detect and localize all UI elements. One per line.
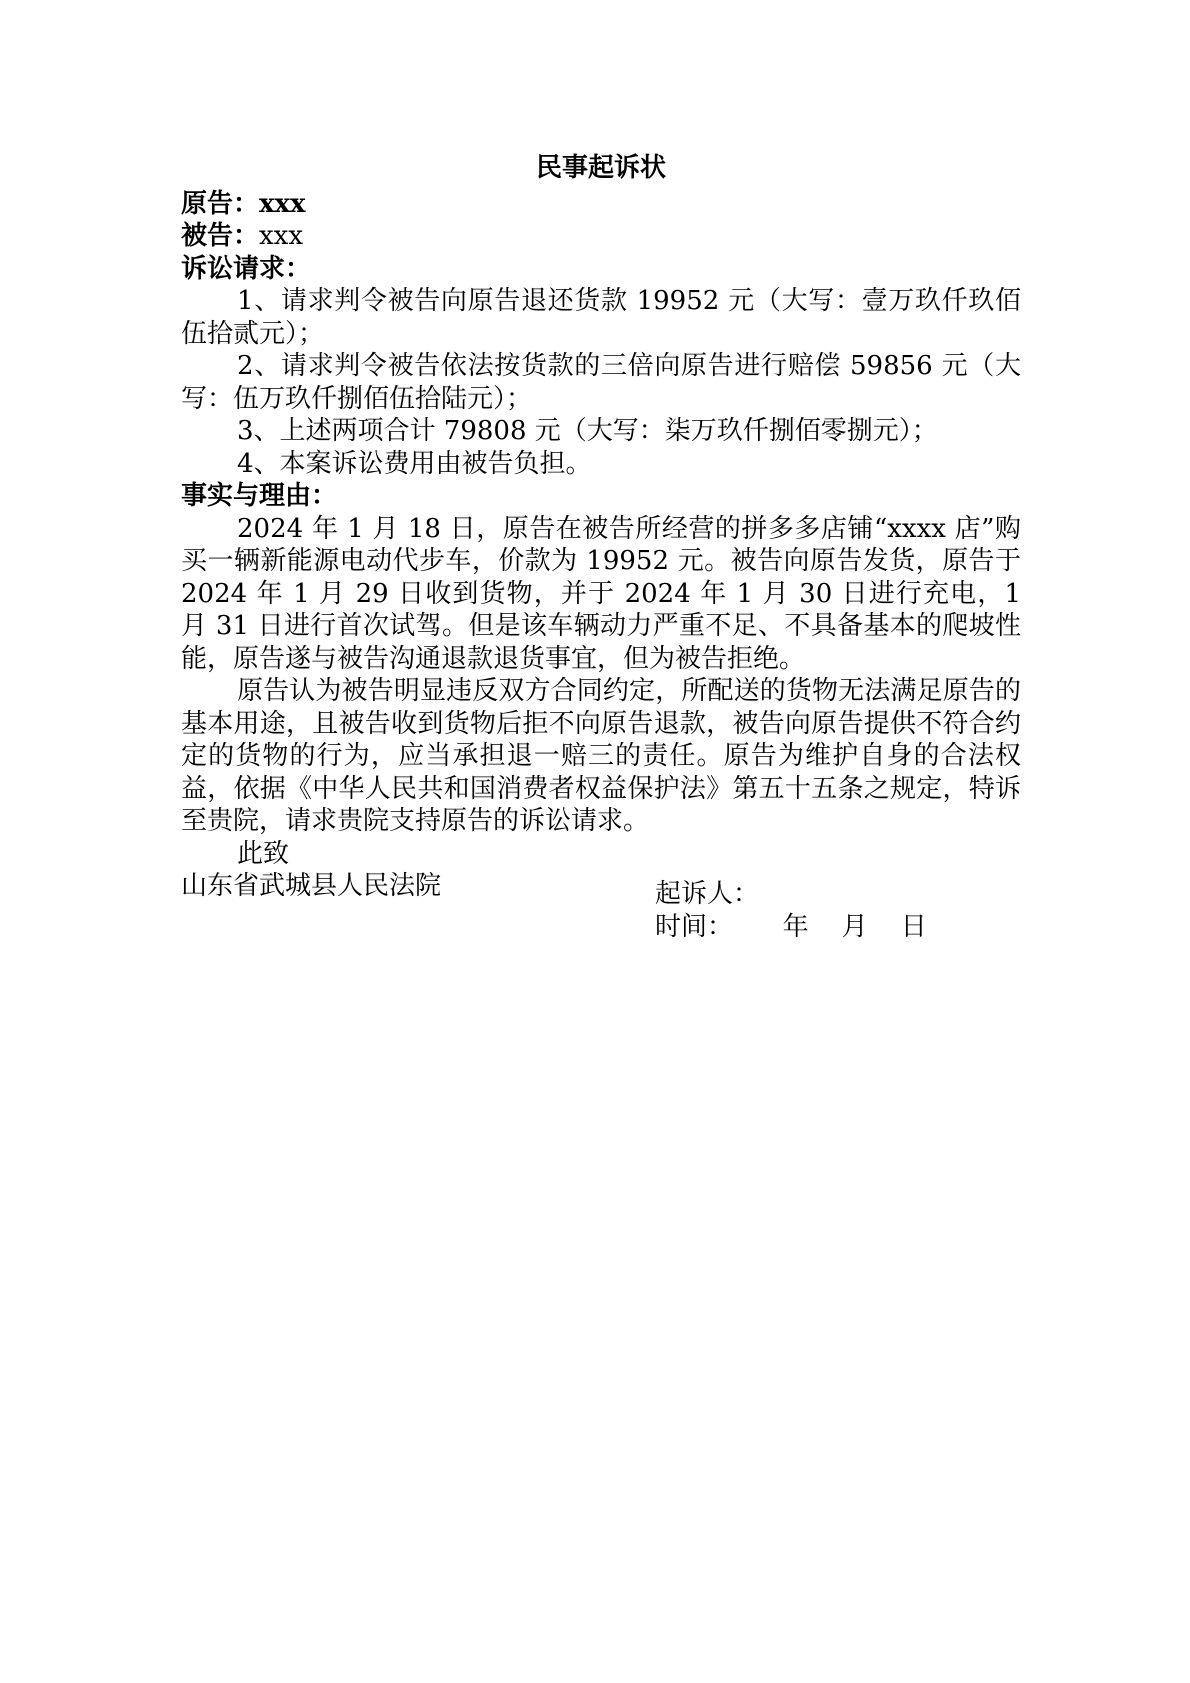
date-placeholder: 年 月 日 [782,912,927,942]
claim-item: 1、请求判令被告向原告退还货款 19952 元（大写：壹万玖仟玖佰伍拾贰元）； [181,286,1021,349]
date-label: 时间： [655,912,734,942]
date-line [655,911,927,944]
signature-block [655,878,927,944]
closing-salutation: 此致 [237,838,290,869]
document-title: 民事起诉状 [535,153,666,183]
claims-heading: 诉讼请求： [181,253,312,284]
facts-heading: 事实与理由： [181,481,338,511]
court-name: 山东省武城县人民法院 [181,871,442,901]
claim-item: 2、请求判令被告依法按货款的三倍向原告进行赔偿 59856 元（大写：伍万玖仟捌佰伍拾陆元）； [181,351,1021,414]
defendant-line [181,220,1021,253]
plaintiff-line [181,188,1021,221]
plaintiff-signature-label: 起诉人： [655,879,760,909]
document-body [181,152,1021,903]
claim-item: 4、本案诉讼费用由被告负担。 [237,448,592,479]
plaintiff-label: 原告： [181,188,260,219]
facts-paragraph: 原告认为被告明显违反双方合同约定，所配送的货物无法满足原告的基本用途，且被告收到货物后拒不向原告退款，被告向原告提供不符合约定的货物的行为，应当承担退一赔三的责任。原告为维护自身的合法权益，依据《中华人民共和国消费者权益保护法》第五十五条之规定，特诉至贵院，请求贵院支持原告的诉讼请求。 [181,676,1021,836]
defendant-name: xxx [259,221,304,251]
facts-paragraph: 2024 年 1 月 18 日，原告在被告所经营的拼多多店铺“xxxx 店”购买一辆新能源电动代步车，价款为 19952 元。被告向原告发货，原告于 2024 年 1 月 29 日收到货物，并于 2024 年 1 月 30 日进行充电，1 月 31 日进行首次试驾。但是该车辆动力严重不足、不具备基本的爬坡性能，原告遂与被告沟通退款退货事宜，但为被告拒绝。 [181,513,1021,674]
claim-item: 3、上述两项合计 79808 元（大写：柒万玖仟捌佰零捌元）； [237,416,938,446]
defendant-label: 被告： [181,221,260,251]
plaintiff-name: xxx [259,188,306,219]
